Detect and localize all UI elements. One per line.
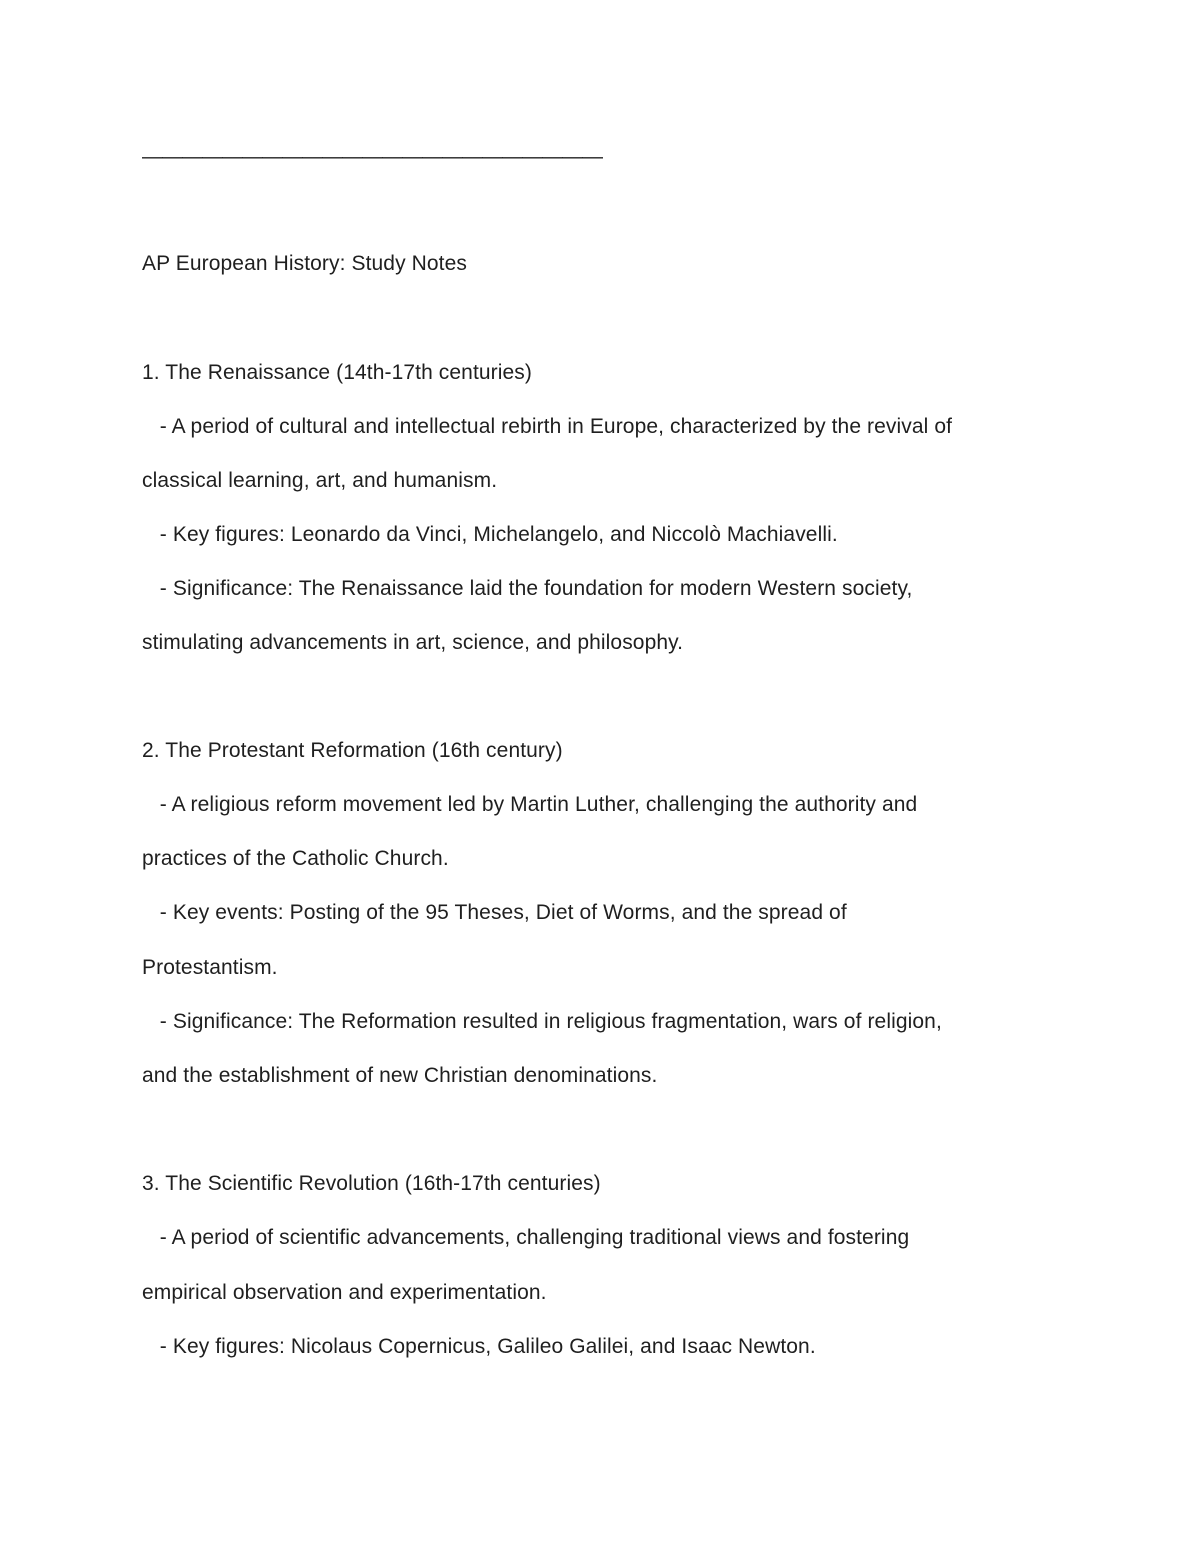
section-text-line: - Key figures: Leonardo da Vinci, Michelangelo, and Niccolò Machiavelli.	[142, 523, 838, 546]
section-text-line: classical learning, art, and humanism.	[142, 469, 498, 492]
section-heading-renaissance: 1. The Renaissance (14th-17th centuries)	[142, 361, 532, 384]
section-text-line: - Key events: Posting of the 95 Theses, Diet of Worms, and the spread of	[142, 901, 847, 924]
section-text-line: and the establishment of new Christian denominations.	[142, 1064, 658, 1087]
section-text-line: - Significance: The Reformation resulted in religious fragmentation, wars of religion,	[142, 1010, 942, 1033]
section-text-line: - Key figures: Nicolaus Copernicus, Galileo Galilei, and Isaac Newton.	[142, 1335, 816, 1358]
section-text-line: - A period of scientific advancements, challenging traditional views and fostering	[142, 1226, 910, 1249]
section-text-line: empirical observation and experimentation.	[142, 1281, 547, 1304]
section-heading-scientific-revolution: 3. The Scientific Revolution (16th-17th centuries)	[142, 1172, 601, 1195]
document-title: AP European History: Study Notes	[142, 252, 467, 275]
section-text-line: - A religious reform movement led by Martin Luther, challenging the authority and	[142, 793, 918, 816]
section-text-line: Protestantism.	[142, 956, 278, 979]
section-text-line: stimulating advancements in art, science, and philosophy.	[142, 631, 684, 654]
section-text-line: - Significance: The Renaissance laid the foundation for modern Western society,	[142, 577, 913, 600]
section-text-line: - A period of cultural and intellectual rebirth in Europe, characterized by the revival of	[142, 415, 953, 438]
section-text-line: practices of the Catholic Church.	[142, 847, 449, 870]
separator-line: ———————————————————————	[142, 145, 602, 168]
section-heading-reformation: 2. The Protestant Reformation (16th century)	[142, 739, 563, 762]
